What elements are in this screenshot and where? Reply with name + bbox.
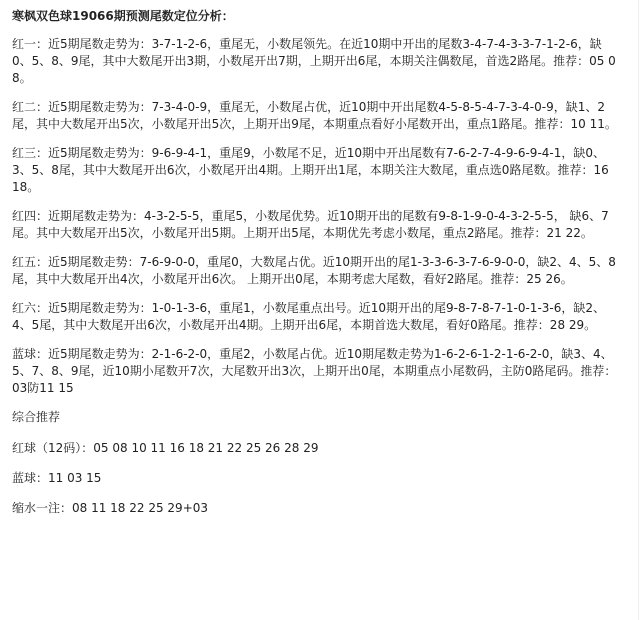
summary-red: 红球（12码）：05 08 10 11 16 18 21 22 25 26 28 29 (12, 441, 319, 455)
section-red-2 (12, 99, 619, 133)
summary-heading: 综合推荐 (12, 410, 61, 424)
section-red-5 (12, 254, 619, 288)
section-text: 近5期尾数走势为：1-0-1-3-6，重尾1，小数尾重点出号。近10期开出的尾9-8-7-8-7-1-0-1-3-6，缺2、4、5尾，其中大数尾开出6次，小数尾开出4期。上期开出6尾，本期首选大数尾，看好0路尾。推荐：28 29。 (12, 301, 606, 332)
section-label: 红一： (12, 37, 49, 51)
section-text: 近5期尾数走势为：7-3-4-0-9，重尾无，小数尾占优，近10期中开出尾数4-5-8-5-4-7-3-4-0-9，缺1、2尾，其中大数尾开出5次，小数尾开出5次，上期开出9尾，本期重点看好小尾数开出，重点1路尾。推荐：10 11。 (12, 100, 617, 131)
section-label: 红五： (12, 255, 49, 269)
article-title: 寒枫双色球19066期预测尾数定位分析： (12, 9, 234, 23)
section-text: 近5期尾数走势为：2-1-6-2-0，重尾2，小数尾占优。近10期尾数走势为1-6-2-6-1-2-1-6-2-0，缺3、4、5、7、8、9尾，近10期小尾数开7次，大尾数开出3次，上期开出0尾，本期重点小尾数码，主防0路尾码。推荐：03防11 15 (12, 347, 617, 395)
section-text: 近期尾数走势为：4-3-2-5-5，重尾5，小数尾优势。近10期开出的尾数有9-8-1-9-0-4-3-2-5-5， 缺6、7尾。其中大数尾开出5次，小数尾开出5期。上期开出5尾，本期优先考虑小数尾，重点2路尾。推荐：21 22。 (12, 209, 609, 240)
section-label: 蓝球： (12, 347, 49, 361)
section-blue (12, 346, 619, 397)
section-label: 红二： (12, 100, 49, 114)
section-text: 近5期尾数走势为：9-6-9-4-1，重尾9，小数尾不足，近10期中开出尾数有7-6-2-7-4-9-6-9-4-1，缺0、3、5、8尾，其中大数尾开出6次，小数尾开出4期。上期开出1尾，本期关注大数尾，重点选0路尾数。推荐：16 18。 (12, 146, 609, 194)
section-label: 红四： (12, 209, 49, 223)
section-red-1 (12, 36, 619, 87)
section-text: 近5期尾数走势：7-6-9-0-0，重尾0，大数尾占优。近10期开出的尾1-3-3-6-3-7-6-9-0-0，缺2、4、5、8尾，其中大数尾开出4次，小数尾开出6次。 上期开出0尾，本期考虑大尾数，看好2路尾。推荐：25 26。 (12, 255, 616, 286)
section-text: 近5期尾数走势为：3-7-1-2-6，重尾无，小数尾领先。在近10期中开出的尾数3-4-7-4-3-3-7-1-2-6，缺0、5、8、9尾，其中大数尾开出3期，小数尾开出7期，上期开出6尾，本期关注偶数尾，首选2路尾。推荐：05 08。 (12, 37, 616, 85)
right-border (638, 0, 639, 620)
section-label: 红六： (12, 301, 49, 315)
section-red-6 (12, 300, 619, 334)
summary-compact: 缩水一注：08 11 18 22 25 29+03 (12, 501, 209, 515)
section-red-3 (12, 145, 619, 196)
summary-blue: 蓝球：11 03 15 (12, 471, 102, 485)
section-red-4 (12, 208, 619, 242)
section-label: 红三： (12, 146, 49, 160)
